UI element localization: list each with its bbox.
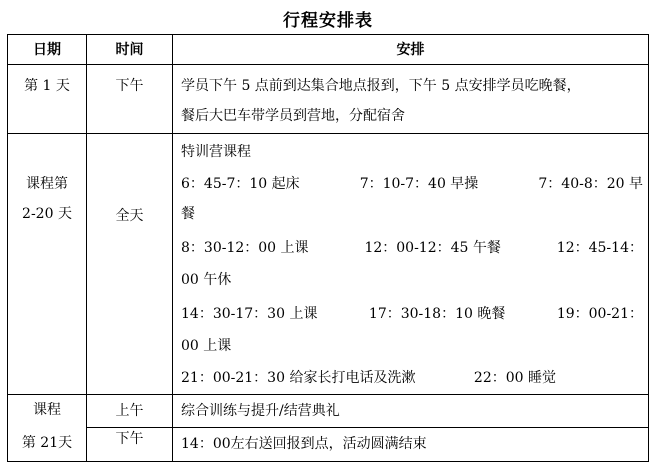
schedule-table — [7, 34, 649, 462]
row2-plan-line — [181, 363, 643, 393]
schedule-entry: 8：30-12：00 上课 — [181, 240, 309, 256]
row2-date: 2-20 天 — [22, 206, 72, 222]
schedule-entry: 7：40-8：20 早 — [538, 176, 643, 192]
schedule-entry: 12：00-12：45 午餐 — [364, 240, 501, 256]
row3-date: 第 21天 — [21, 435, 73, 451]
row2-time: 全天 — [115, 208, 144, 224]
row1-time: 下午 — [115, 78, 144, 94]
row-divider — [8, 394, 648, 395]
schedule-entry: 12：45-14： — [556, 240, 643, 256]
row3-time-morning: 上午 — [115, 403, 144, 419]
row2-plan-line — [181, 299, 643, 329]
header-time: 时间 — [115, 42, 144, 58]
row2-plan-line: 特训营课程 — [181, 144, 251, 160]
row1-date: 第 1 天 — [24, 78, 70, 94]
header-plan: 安排 — [396, 42, 425, 58]
schedule-entry: 21：00-21：30 给家长打电话及洗漱 — [181, 370, 416, 386]
row2-plan-line: 00 上课 — [181, 338, 232, 354]
row2-plan-line — [181, 233, 643, 263]
schedule-entry: 7：10-7：40 早操 — [359, 176, 479, 192]
schedule-entry: 22：00 睡觉 — [473, 370, 556, 386]
row-divider — [8, 133, 648, 134]
row2-date: 课程第 — [26, 176, 68, 192]
row1-plan-line: 学员下午 5 点前到达集合地点报到，下午 5 点安排学员吃晚餐， — [181, 78, 581, 94]
schedule-entry: 14：30-17：30 上课 — [181, 306, 318, 322]
schedule-entry: 17：30-18：10 晚餐 — [368, 306, 506, 322]
row3-plan-morning: 综合训练与提升/结营典礼 — [181, 403, 340, 419]
row2-plan-line: 00 午休 — [181, 272, 232, 288]
header-date: 日期 — [33, 42, 61, 58]
row2-plan-line: 餐 — [181, 206, 195, 222]
row1-plan-line: 餐后大巴车带学员到营地，分配宿舍 — [181, 108, 405, 124]
schedule-entry: 6：45-7：10 起床 — [181, 176, 300, 192]
row3-time-afternoon: 下午 — [115, 431, 144, 447]
row2-plan-line — [181, 169, 643, 199]
schedule-entry: 19：00-21： — [556, 306, 643, 322]
row3-plan-afternoon: 14：00左右送回报到点，活动圆满结束 — [181, 436, 427, 452]
page-title: 行程安排表 — [283, 11, 373, 31]
column-divider — [172, 35, 173, 461]
row3-date: 课程 — [33, 402, 61, 418]
